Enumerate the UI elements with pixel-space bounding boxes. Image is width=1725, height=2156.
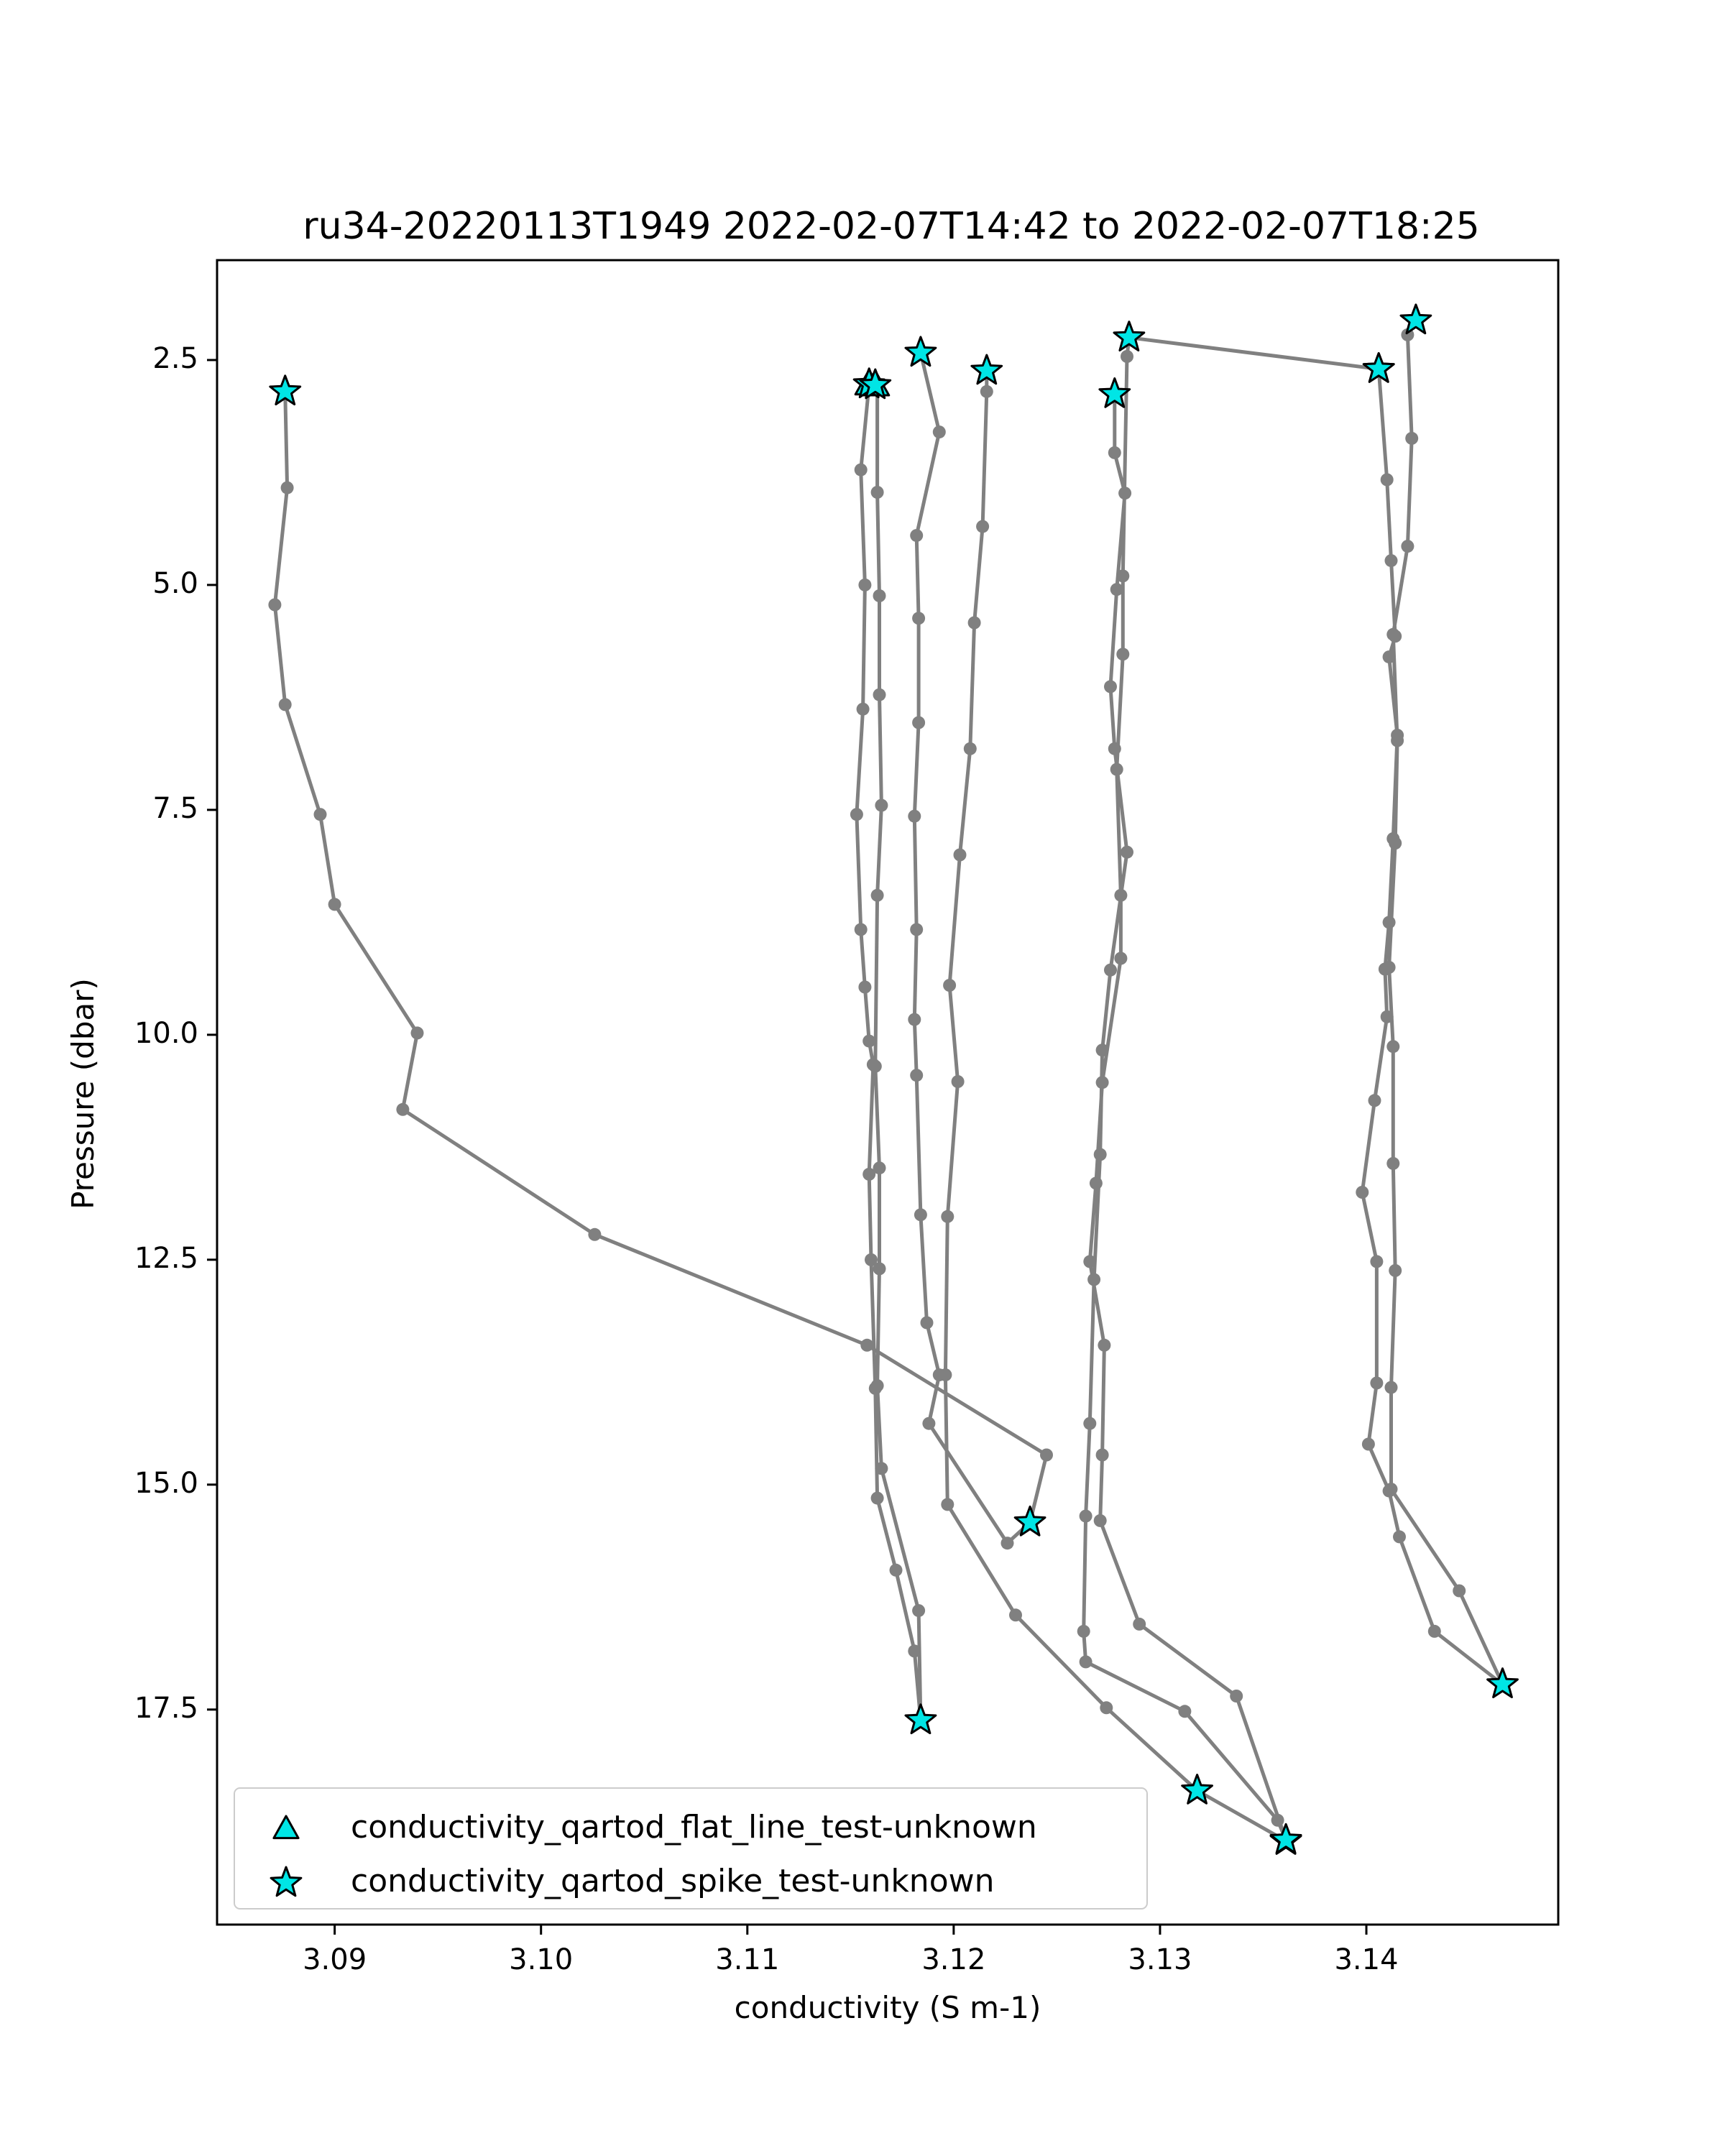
chart-title: ru34-20220113T1949 2022-02-07T14:42 to 2022-02-07T18:25: [303, 205, 1480, 248]
data-point: [314, 808, 327, 821]
data-point: [1098, 1339, 1110, 1352]
data-point: [1362, 1438, 1375, 1451]
series-line-0: [275, 353, 1046, 1543]
legend: [234, 1788, 1147, 1909]
data-point: [1110, 583, 1123, 596]
data-point: [281, 482, 294, 494]
data-point: [914, 1208, 927, 1221]
series-line-4: [1362, 321, 1502, 1685]
x-tick-label: 3.10: [509, 1943, 574, 1976]
data-point: [1385, 1381, 1398, 1394]
data-point: [910, 529, 923, 542]
data-point: [1108, 446, 1121, 459]
data-point: [933, 425, 946, 438]
data-point: [1096, 1044, 1109, 1056]
data-point: [1083, 1417, 1096, 1430]
data-point: [1116, 648, 1129, 660]
data-point: [1083, 1255, 1096, 1268]
data-point: [875, 799, 888, 812]
data-point: [1114, 889, 1127, 902]
data-point: [939, 1368, 952, 1381]
data-point: [871, 486, 884, 499]
data-point: [890, 1564, 903, 1577]
data-point: [1118, 487, 1131, 499]
data-point: [857, 703, 870, 716]
y-axis-label: Pressure (dbar): [65, 978, 101, 1210]
data-point: [910, 1069, 923, 1082]
plot-area: [268, 305, 1517, 1854]
data-point: [871, 1492, 884, 1505]
data-point: [1094, 1148, 1107, 1161]
data-point: [871, 889, 884, 902]
data-point: [1386, 628, 1399, 641]
data-point: [869, 1060, 882, 1073]
data-point: [1133, 1618, 1146, 1631]
data-point: [964, 742, 977, 755]
legend-label-spike: conductivity_qartod_spike_test-unknown: [351, 1863, 995, 1899]
data-point: [954, 849, 967, 862]
data-point: [1389, 837, 1402, 849]
data-point: [1108, 742, 1121, 755]
x-tick-label: 3.14: [1334, 1943, 1399, 1976]
data-point: [1001, 1537, 1014, 1549]
data-point: [1094, 1514, 1107, 1527]
data-point: [279, 698, 292, 711]
x-tick-label: 3.09: [303, 1943, 367, 1976]
data-point: [910, 923, 923, 936]
data-point: [588, 1228, 601, 1241]
y-tick-label: 7.5: [152, 791, 198, 825]
data-point: [941, 1210, 954, 1223]
data-point: [1096, 1076, 1109, 1089]
data-point: [873, 688, 886, 701]
x-tick-label: 3.11: [715, 1943, 780, 1976]
data-point: [1110, 763, 1123, 776]
data-point: [1009, 1608, 1022, 1621]
data-point: [1114, 952, 1127, 965]
data-point: [1356, 1186, 1368, 1199]
data-point: [855, 923, 868, 936]
data-point: [1096, 1449, 1109, 1462]
data-point: [1104, 964, 1117, 977]
data-point: [941, 1498, 954, 1511]
data-point: [1428, 1625, 1441, 1638]
data-point: [1370, 1376, 1383, 1389]
data-point: [908, 1013, 921, 1026]
data-point: [912, 612, 925, 625]
y-axis: [134, 342, 217, 1725]
data-point: [968, 617, 981, 630]
data-point: [858, 579, 871, 591]
data-point: [328, 898, 341, 911]
data-point: [1383, 961, 1396, 974]
data-point: [1383, 650, 1396, 663]
y-tick-label: 5.0: [152, 566, 198, 600]
data-point: [1386, 1157, 1399, 1170]
spike-flag-marker: [906, 337, 936, 366]
data-point: [1080, 1510, 1092, 1523]
x-axis: [303, 1925, 1398, 1976]
y-tick-label: 15.0: [134, 1466, 198, 1500]
data-point: [875, 1462, 888, 1475]
data-point: [1370, 1255, 1383, 1268]
data-point: [873, 1262, 886, 1275]
data-point: [912, 1604, 925, 1617]
y-tick-label: 17.5: [134, 1691, 198, 1725]
data-point: [1080, 1655, 1092, 1668]
data-point: [1116, 569, 1129, 582]
legend-label-flat-line: conductivity_qartod_flat_line_test-unknown: [351, 1809, 1037, 1846]
spike-flag-marker: [1488, 1669, 1518, 1697]
x-tick-label: 3.12: [921, 1943, 986, 1976]
data-point: [871, 1379, 884, 1392]
data-point: [1178, 1705, 1191, 1718]
data-point: [922, 1417, 935, 1430]
data-point: [411, 1026, 424, 1039]
data-point: [268, 599, 281, 612]
data-point: [1040, 1449, 1053, 1462]
data-point: [1104, 680, 1117, 693]
y-tick-label: 12.5: [134, 1241, 198, 1275]
plot-frame: [217, 260, 1558, 1925]
data-point: [873, 589, 886, 602]
y-tick-label: 10.0: [134, 1016, 198, 1050]
data-point: [1381, 474, 1394, 487]
data-point: [908, 1644, 921, 1657]
data-point: [976, 520, 989, 533]
data-point: [1386, 1040, 1399, 1053]
data-point: [860, 1339, 873, 1352]
y-tick-label: 2.5: [152, 341, 198, 375]
data-point: [1385, 1483, 1398, 1496]
data-point: [855, 464, 868, 476]
data-point: [396, 1103, 409, 1116]
data-point: [1271, 1814, 1284, 1827]
data-point: [1121, 350, 1133, 363]
data-point: [1389, 1264, 1402, 1277]
data-point: [1385, 554, 1398, 567]
series-line-3: [1084, 338, 1379, 1841]
data-point: [873, 1161, 886, 1174]
data-point: [1381, 1010, 1394, 1023]
data-point: [908, 810, 921, 823]
data-point: [1391, 734, 1404, 747]
x-axis-label: conductivity (S m-1): [734, 1990, 1041, 2025]
data-point: [943, 979, 956, 992]
data-point: [980, 385, 993, 398]
data-point: [1090, 1176, 1103, 1189]
data-point: [1077, 1625, 1090, 1638]
data-point: [850, 808, 863, 821]
data-point: [1230, 1690, 1243, 1703]
data-point: [1401, 540, 1414, 553]
data-point: [1087, 1273, 1100, 1286]
data-point: [952, 1075, 965, 1088]
data-point: [1393, 1530, 1406, 1543]
data-point: [921, 1317, 934, 1330]
data-point: [1368, 1094, 1381, 1107]
data-point: [1405, 432, 1418, 445]
data-point: [1100, 1701, 1113, 1714]
data-point: [858, 981, 871, 994]
x-tick-label: 3.13: [1128, 1943, 1192, 1976]
data-point: [1383, 916, 1396, 929]
data-point: [1121, 846, 1133, 859]
data-point: [1453, 1585, 1466, 1598]
data-point: [912, 717, 925, 729]
data-point: [862, 1035, 875, 1048]
spike-flag-marker: [906, 1705, 936, 1733]
